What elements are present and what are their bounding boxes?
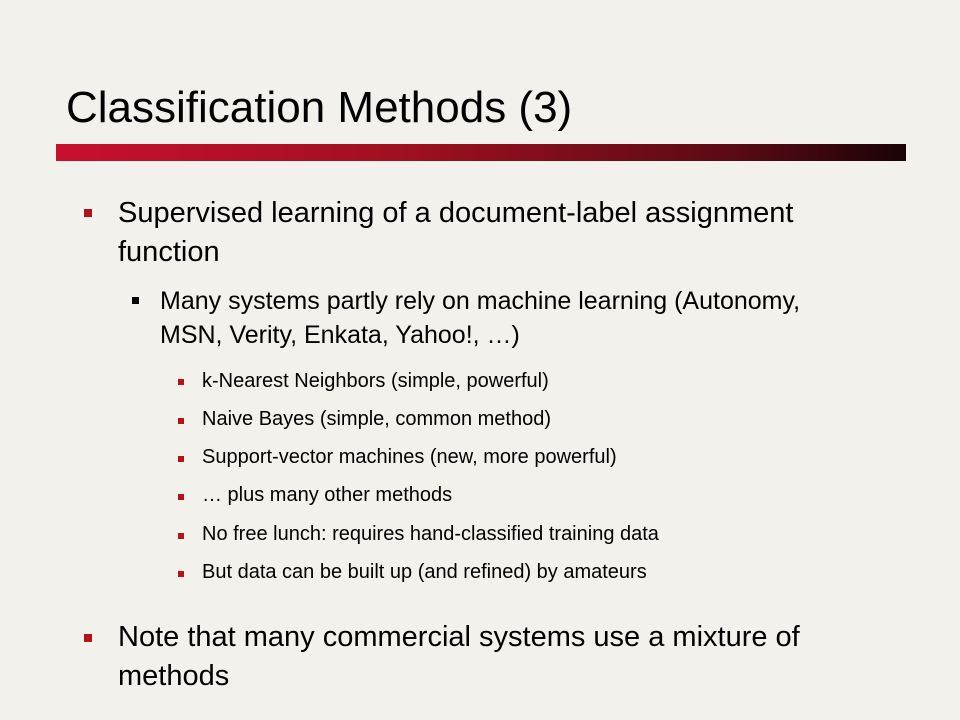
bullet-marker-2 — [84, 634, 92, 642]
item-marker-1 — [178, 379, 184, 385]
item-text-4: … plus many other methods — [202, 484, 453, 506]
item-text-1: k-Nearest Neighbors (simple, powerful) — [202, 370, 549, 392]
sub-bullet-marker — [132, 297, 139, 304]
item-marker-6 — [178, 571, 184, 577]
item-marker-3 — [178, 456, 184, 462]
item-marker-4 — [178, 494, 184, 500]
sub-bullet-text: Many systems partly rely on machine learning (Autonomy, MSN, Verity, Enkata, Yahoo!, …) — [160, 287, 801, 349]
slide-title: Classification Methods (3) — [66, 83, 573, 132]
item-text-3: Support-vector machines (new, more powerful) — [202, 446, 617, 468]
title-underline-bar — [56, 144, 906, 161]
bullet-text-2: Note that many commercial systems use a mixture of methods — [118, 621, 800, 692]
item-text-2: Naive Bayes (simple, common method) — [202, 408, 552, 430]
item-marker-5 — [178, 533, 184, 539]
item-text-5: No free lunch: requires hand-classified training data — [202, 523, 659, 545]
bullet-marker-1 — [84, 209, 92, 217]
item-marker-2 — [178, 418, 184, 424]
bullet-text-1: Supervised learning of a document-label assignment function — [118, 197, 794, 268]
item-text-6: But data can be built up (and refined) by amateurs — [202, 561, 647, 583]
